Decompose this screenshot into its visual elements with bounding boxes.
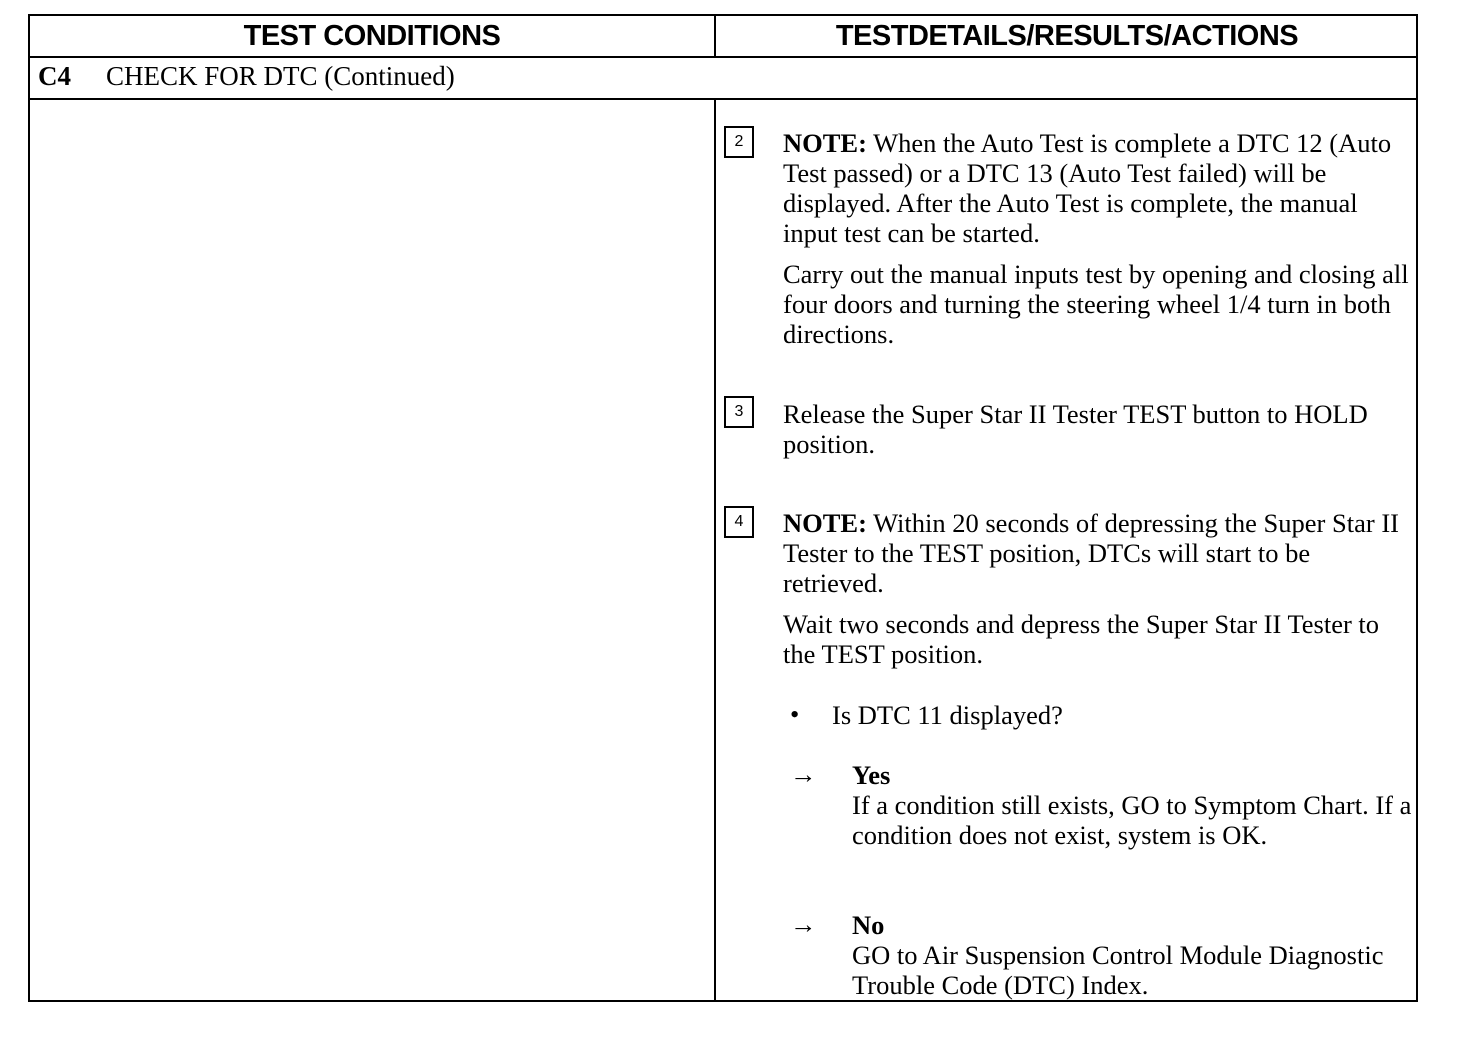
step-2-content: [783, 128, 1413, 349]
diagnostic-table: [28, 14, 1418, 1002]
header-column-divider: [714, 16, 716, 56]
note-text: Within 20 seconds of depressing the Super Star II Tester to the TEST position, DTCs will start to be retrieved.: [783, 508, 1399, 598]
table-header-row: [30, 16, 1416, 58]
note-text: When the Auto Test is complete a DTC 12 (Auto Test passed) or a DTC 13 (Auto Test failed) will be displayed. After the Auto Test is complete, the manual input test can be started.: [783, 128, 1392, 248]
instruction-text: Wait two seconds and depress the Super Star II Tester to the TEST position.: [783, 609, 1380, 669]
step-4-content: [783, 508, 1413, 669]
step-number-box: 4: [724, 506, 754, 538]
bullet-icon: •: [790, 699, 800, 729]
step-number-box: 3: [724, 396, 754, 428]
arrow-right-icon: →: [790, 909, 817, 939]
yes-branch: [852, 760, 1412, 850]
yes-text: If a condition still exists, GO to Symptom Chart. If a condition does not exist, system is OK.: [852, 790, 1412, 850]
note-label: NOTE:: [783, 508, 867, 538]
no-text: GO to Air Suspension Control Module Diagnostic Trouble Code (DTC) Index.: [852, 940, 1384, 1000]
instruction-text: Carry out the manual inputs test by opening and closing all four doors and turning the steering wheel 1/4 turn in both directions.: [783, 259, 1409, 349]
note-label: NOTE:: [783, 128, 867, 158]
yes-label: Yes: [852, 760, 891, 790]
section-row: [30, 58, 1416, 100]
no-branch: [852, 910, 1412, 1000]
test-conditions-header: TEST CONDITIONS: [243, 20, 501, 52]
instruction-text: Release the Super Star II Tester TEST button to HOLD position.: [783, 399, 1368, 459]
arrow-right-icon: →: [790, 759, 817, 789]
step-3-content: [783, 399, 1413, 459]
section-code: C4: [38, 61, 71, 91]
section-title: CHECK FOR DTC (Continued): [106, 61, 455, 91]
note-paragraph: [783, 508, 1413, 598]
note-paragraph: [783, 128, 1413, 248]
step-number-box: 2: [724, 126, 754, 158]
no-label: No: [852, 910, 885, 940]
body-column-divider: [714, 100, 716, 1000]
question-text: Is DTC 11 displayed?: [832, 700, 1063, 730]
test-details-header: TESTDETAILS/RESULTS/ACTIONS: [835, 20, 1299, 52]
